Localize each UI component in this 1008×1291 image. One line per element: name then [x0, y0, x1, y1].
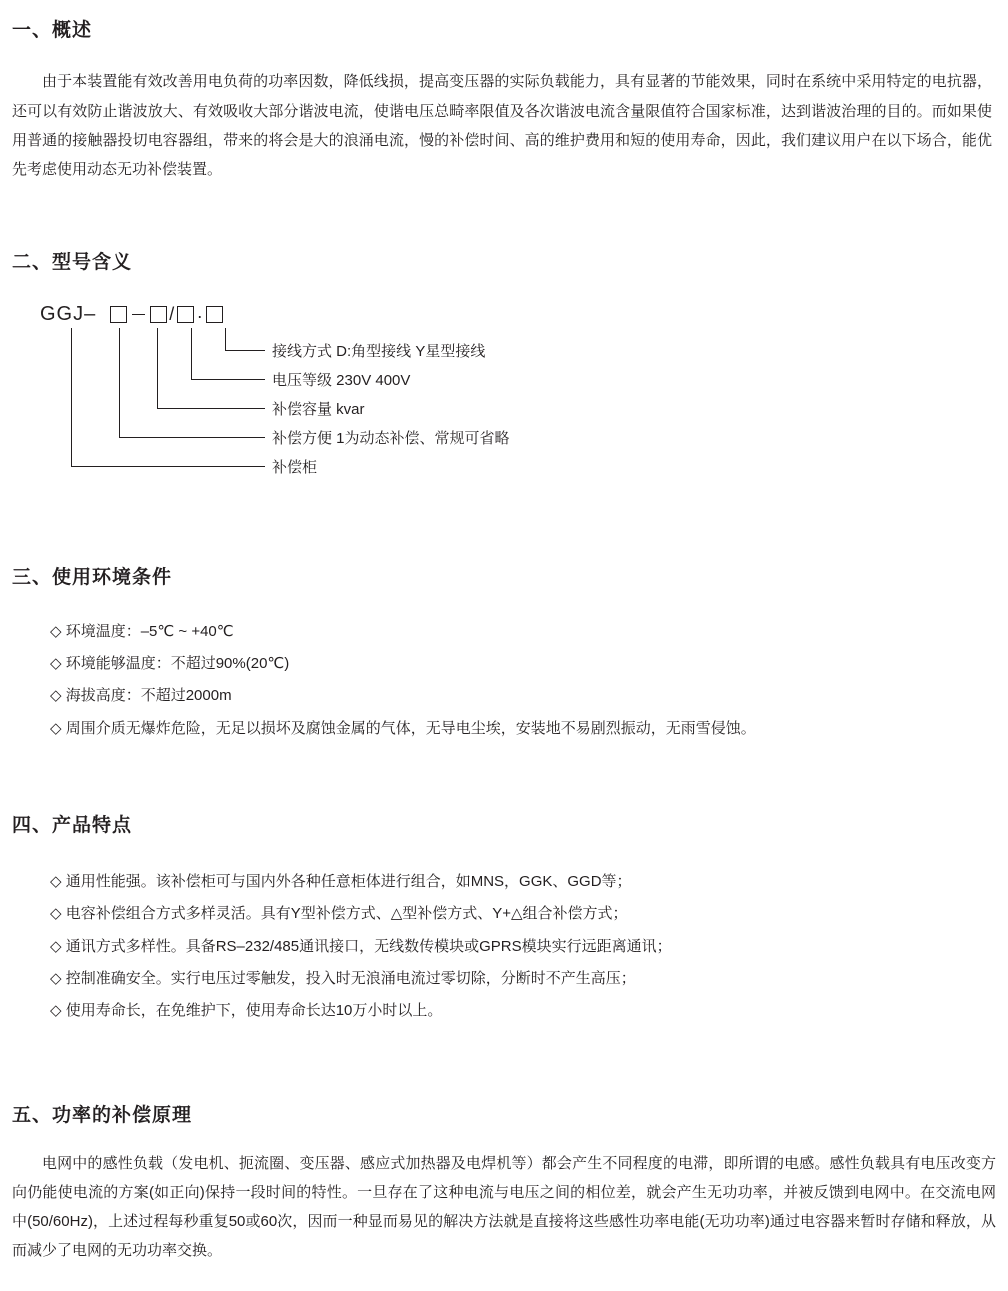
section-title-features: 四、产品特点: [12, 814, 133, 836]
section-title-environment: 三、使用环境条件: [12, 566, 173, 588]
list-item: ◇ 通用性能强。该补偿柜可与国内外各种任意柜体进行组合，如MNS，GGK、GGD等；: [50, 873, 632, 890]
model-legend-label-5: 补偿柜: [272, 458, 318, 476]
section-title-model: 二、型号含义: [12, 252, 133, 274]
list-item: ◇ 电容补偿组合方式多样灵活。具有Y型补偿方式、△型补偿方式、Y+△组合补偿方式；: [50, 905, 628, 923]
model-code-box-2: [150, 306, 167, 323]
section-model: [12, 246, 996, 506]
model-code-dot: ·: [196, 305, 204, 326]
list-item: ◇ 海拔高度：不超过2000m: [50, 687, 232, 705]
model-code-dash: [132, 314, 145, 315]
leader-line-5: [71, 328, 265, 467]
section-principle: [12, 1099, 996, 1265]
section-title-overview: 一、概述: [12, 20, 93, 41]
model-code-slash: /: [169, 303, 175, 324]
model-code-row: [40, 302, 223, 328]
section-body-principle: 电网中的感性负载（发电机、扼流圈、变压器、感应式加热器及电焊机等）都会产生不同程度的电滞，即所谓的电感。感性负载具有电压改变方向仍能使电流的方案(如正向)保持一段时间的特性。一旦存在了这种电流与电压之间的相位差，就会产生无功功率，并被反馈到电网中。在交流电网中(50/60Hz)，上述过程每秒重复50或60次，因而一种显而易见的解决方法就是直接将这些感性功率电能(无功功率)通过电容器来暂时存储和释放，从而减少了电网的无功功率交换。: [12, 1154, 996, 1260]
section-body-overview: 由于本装置能有效改善用电负荷的功率因数，降低线损，提高变压器的实际负载能力，具有显著的节能效果，同时在系统中采用特定的电抗器，还可以有效防止谐波放大、有效吸收大部分谐波电流，使谐电压总畸率限值及各次谐波电流含量限值符合国家标准，达到谐波治理的目的。而如果使用普通的接触器投切电容器组，带来的将会是大的浪涌电流，慢的补偿时间、高的维护费用和短的使用寿命，因此，我们建议用户在以下场合，能优先考虑使用动态无功补偿装置。: [12, 73, 992, 178]
environment-list: [12, 616, 996, 745]
model-legend-label-1: 接线方式 D:角型接线 Y星型接线: [272, 342, 486, 360]
model-code-prefix: GGJ–: [40, 303, 97, 325]
model-code-box-1: [110, 306, 127, 323]
model-legend-label-2: 电压等级 230V 400V: [272, 371, 411, 389]
model-legend-label-4: 补偿方便 1为动态补偿、常规可省略: [272, 429, 510, 447]
model-code-box-3: [177, 306, 194, 323]
features-list: [12, 866, 996, 1027]
list-item: ◇ 控制准确安全。实行电压过零触发，投入时无浪涌电流过零切除，分断时不产生高压；: [50, 969, 636, 987]
section-features: [12, 809, 996, 1028]
list-item: ◇ 环境温度：–5℃ ~ +40℃: [50, 622, 234, 640]
model-code-box-4: [206, 306, 223, 323]
section-environment: [12, 561, 996, 745]
list-item: ◇ 周围介质无爆炸危险，无足以损坏及腐蚀金属的气体，无导电尘埃，安装地不易剧烈振动，无雨雪侵蚀。: [50, 719, 756, 737]
section-overview: [12, 14, 996, 184]
list-item: ◇ 使用寿命长，在免维护下，使用寿命长达10万小时以上。: [50, 1002, 443, 1019]
model-legend-label-3: 补偿容量 kvar: [272, 400, 365, 418]
list-item: ◇ 环境能够温度：不超过90%(20℃): [50, 655, 290, 672]
list-item: ◇ 通讯方式多样性。具备RS–232/485通讯接口，无线数传模块或GPRS模块实行远距离通讯；: [50, 937, 672, 955]
model-code-diagram: [40, 302, 996, 507]
section-title-principle: 五、功率的补偿原理: [12, 1105, 193, 1127]
